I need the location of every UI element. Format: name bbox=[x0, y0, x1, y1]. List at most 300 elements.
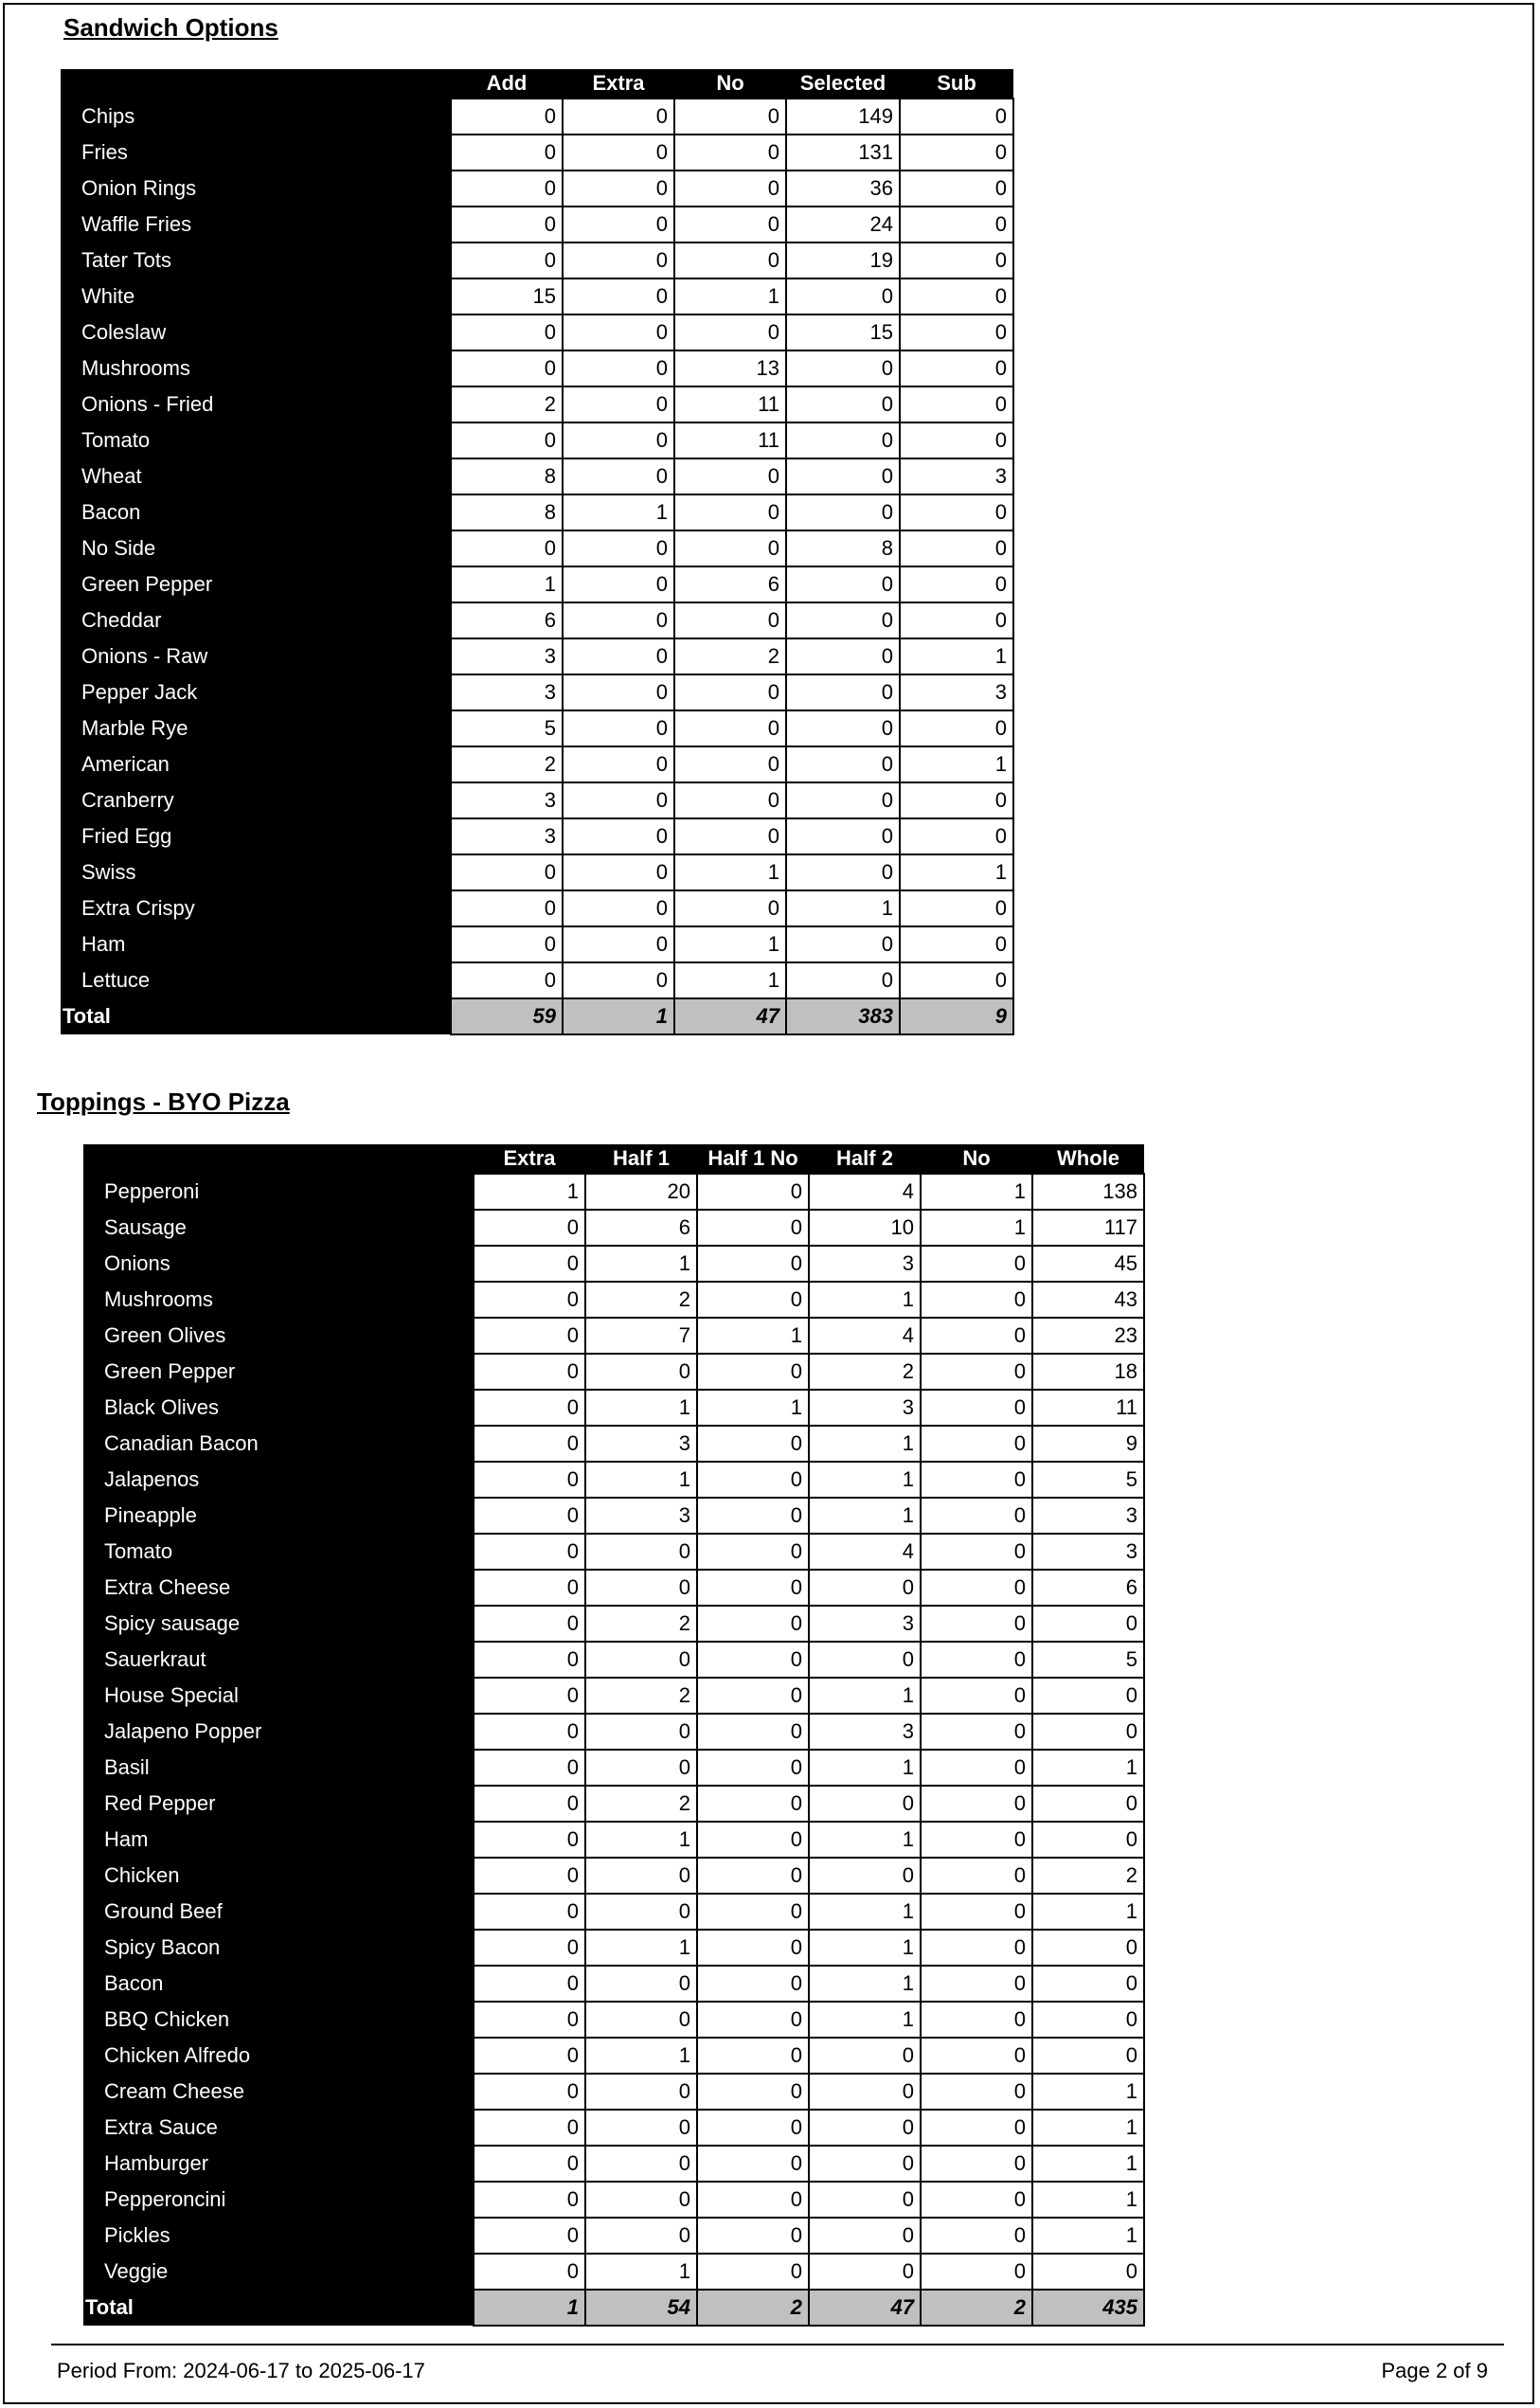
table-cell: 0 bbox=[921, 1282, 1032, 1318]
table-cell: 0 bbox=[585, 2182, 697, 2218]
table-cell: 0 bbox=[451, 854, 563, 890]
table-cell: 0 bbox=[474, 1426, 585, 1462]
row-label: Coleslaw bbox=[61, 314, 451, 350]
row-label: Bacon bbox=[61, 494, 451, 530]
table-cell: 0 bbox=[921, 1570, 1032, 1606]
table-cell: 1 bbox=[1032, 1750, 1144, 1786]
table-cell: 0 bbox=[786, 458, 900, 494]
table-cell: 0 bbox=[697, 1246, 809, 1282]
table-cell: 0 bbox=[697, 1570, 809, 1606]
table-header-row bbox=[83, 1144, 1144, 1174]
table-cell: 0 bbox=[786, 422, 900, 458]
table-cell: 0 bbox=[786, 962, 900, 998]
table-cell: 43 bbox=[1032, 1282, 1144, 1318]
table-cell: 0 bbox=[585, 2218, 697, 2254]
table-row bbox=[61, 746, 1013, 782]
table-cell: 3 bbox=[451, 782, 563, 818]
table-row bbox=[83, 1894, 1144, 1930]
table-cell: 0 bbox=[786, 710, 900, 746]
table-cell: 0 bbox=[474, 1750, 585, 1786]
table-row bbox=[61, 350, 1013, 386]
table-row bbox=[83, 2146, 1144, 2182]
table-cell: 0 bbox=[900, 422, 1013, 458]
table-cell: 0 bbox=[585, 1894, 697, 1930]
table-cell: 0 bbox=[563, 207, 674, 243]
row-label: Fries bbox=[61, 135, 451, 171]
table-cell: 0 bbox=[474, 1966, 585, 2002]
table-cell: 2 bbox=[451, 386, 563, 422]
table-cell: 0 bbox=[786, 494, 900, 530]
table-cell: 0 bbox=[900, 890, 1013, 926]
row-label: Extra Sauce bbox=[83, 2110, 474, 2146]
total-cell: 47 bbox=[809, 2290, 921, 2326]
table-cell: 0 bbox=[585, 1570, 697, 1606]
table-cell: 2 bbox=[585, 1678, 697, 1714]
table-cell: 0 bbox=[474, 1894, 585, 1930]
table-cell: 0 bbox=[921, 1318, 1032, 1354]
table-cell: 0 bbox=[786, 279, 900, 314]
table-cell: 2 bbox=[809, 1354, 921, 1390]
row-label: American bbox=[61, 746, 451, 782]
table-cell: 0 bbox=[451, 99, 563, 135]
table-cell: 0 bbox=[809, 1642, 921, 1678]
table-row bbox=[83, 1174, 1144, 1210]
row-label: Sausage bbox=[83, 1210, 474, 1246]
table-cell: 3 bbox=[809, 1246, 921, 1282]
table-row bbox=[83, 2218, 1144, 2254]
row-label: Red Pepper bbox=[83, 1786, 474, 1822]
total-row bbox=[83, 2290, 1144, 2326]
row-label: No Side bbox=[61, 530, 451, 566]
table-cell: 0 bbox=[563, 422, 674, 458]
row-label: Tomato bbox=[83, 1534, 474, 1570]
table-cell: 0 bbox=[474, 1498, 585, 1534]
table-cell: 11 bbox=[674, 422, 786, 458]
table-cell: 0 bbox=[451, 135, 563, 171]
table-cell: 0 bbox=[786, 350, 900, 386]
table-cell: 0 bbox=[786, 818, 900, 854]
table-cell: 0 bbox=[474, 1534, 585, 1570]
table-cell: 0 bbox=[786, 782, 900, 818]
table-cell: 0 bbox=[674, 530, 786, 566]
table-row bbox=[83, 1930, 1144, 1966]
table-cell: 0 bbox=[474, 1858, 585, 1894]
table-cell: 0 bbox=[921, 1858, 1032, 1894]
table-cell: 0 bbox=[585, 2146, 697, 2182]
row-label: Jalapenos bbox=[83, 1462, 474, 1498]
table-cell: 0 bbox=[563, 314, 674, 350]
table-cell: 0 bbox=[921, 2074, 1032, 2110]
table-row bbox=[61, 710, 1013, 746]
row-label: Marble Rye bbox=[61, 710, 451, 746]
table-cell: 0 bbox=[563, 710, 674, 746]
table-cell: 36 bbox=[786, 171, 900, 207]
table-cell: 0 bbox=[563, 746, 674, 782]
table-cell: 0 bbox=[921, 2254, 1032, 2290]
table-cell: 0 bbox=[921, 2146, 1032, 2182]
row-label: Spicy sausage bbox=[83, 1606, 474, 1642]
table-row bbox=[83, 1606, 1144, 1642]
table-cell: 6 bbox=[451, 602, 563, 638]
table-row bbox=[83, 1750, 1144, 1786]
table-cell: 3 bbox=[809, 1390, 921, 1426]
table-cell: 3 bbox=[900, 458, 1013, 494]
table-cell: 13 bbox=[674, 350, 786, 386]
table-cell: 0 bbox=[563, 566, 674, 602]
table-cell: 0 bbox=[1032, 1606, 1144, 1642]
table-cell: 4 bbox=[809, 1534, 921, 1570]
table-cell: 0 bbox=[900, 494, 1013, 530]
table-cell: 0 bbox=[921, 1534, 1032, 1570]
table-cell: 0 bbox=[451, 422, 563, 458]
row-label: Swiss bbox=[61, 854, 451, 890]
row-label: Ham bbox=[61, 926, 451, 962]
table-cell: 6 bbox=[674, 566, 786, 602]
row-label: Onions bbox=[83, 1246, 474, 1282]
table-cell: 3 bbox=[585, 1498, 697, 1534]
table-cell: 11 bbox=[674, 386, 786, 422]
table-row bbox=[83, 2074, 1144, 2110]
table-cell: 0 bbox=[474, 2002, 585, 2038]
table-cell: 0 bbox=[585, 1858, 697, 1894]
table-cell: 23 bbox=[1032, 1318, 1144, 1354]
table-cell: 1 bbox=[1032, 2074, 1144, 2110]
table-cell: 15 bbox=[451, 279, 563, 314]
table-cell: 1 bbox=[809, 1930, 921, 1966]
table-cell: 0 bbox=[697, 1426, 809, 1462]
column-header: No bbox=[921, 1144, 1032, 1174]
table-cell: 0 bbox=[697, 1930, 809, 1966]
row-label: Tomato bbox=[61, 422, 451, 458]
table-cell: 0 bbox=[1032, 1966, 1144, 2002]
table-cell: 0 bbox=[585, 2002, 697, 2038]
table-cell: 0 bbox=[697, 1174, 809, 1210]
table-cell: 2 bbox=[1032, 1858, 1144, 1894]
table-cell: 1 bbox=[809, 1822, 921, 1858]
table-cell: 0 bbox=[921, 1462, 1032, 1498]
table-cell: 0 bbox=[674, 674, 786, 710]
row-label: Extra Crispy bbox=[61, 890, 451, 926]
table-cell: 0 bbox=[674, 890, 786, 926]
table-body bbox=[61, 99, 1013, 1034]
table-cell: 0 bbox=[921, 1354, 1032, 1390]
table-row bbox=[61, 314, 1013, 350]
table-cell: 0 bbox=[674, 818, 786, 854]
row-label: Pineapple bbox=[83, 1498, 474, 1534]
table-cell: 0 bbox=[900, 818, 1013, 854]
table-row bbox=[61, 99, 1013, 135]
table-cell: 0 bbox=[900, 602, 1013, 638]
table-cell: 0 bbox=[900, 962, 1013, 998]
table-cell: 0 bbox=[786, 602, 900, 638]
row-label: Jalapeno Popper bbox=[83, 1714, 474, 1750]
table-cell: 0 bbox=[786, 674, 900, 710]
total-cell: 54 bbox=[585, 2290, 697, 2326]
table-row bbox=[83, 1498, 1144, 1534]
table-cell: 0 bbox=[585, 1534, 697, 1570]
table-cell: 0 bbox=[697, 1606, 809, 1642]
table-cell: 3 bbox=[809, 1714, 921, 1750]
table-cell: 0 bbox=[809, 1786, 921, 1822]
row-label: Wheat bbox=[61, 458, 451, 494]
table-cell: 3 bbox=[1032, 1498, 1144, 1534]
footer-period: Period From: 2024-06-17 to 2025-06-17 bbox=[57, 2359, 425, 2382]
table-cell: 0 bbox=[809, 2110, 921, 2146]
table-cell: 5 bbox=[1032, 1642, 1144, 1678]
table-row bbox=[83, 2038, 1144, 2074]
table-cell: 9 bbox=[1032, 1426, 1144, 1462]
table-cell: 5 bbox=[451, 710, 563, 746]
table-cell: 0 bbox=[921, 2110, 1032, 2146]
column-header: Extra bbox=[563, 69, 674, 99]
table-cell: 0 bbox=[585, 1750, 697, 1786]
table-cell: 0 bbox=[697, 1282, 809, 1318]
table-cell: 0 bbox=[1032, 2038, 1144, 2074]
table-cell: 4 bbox=[809, 1318, 921, 1354]
table-cell: 0 bbox=[900, 135, 1013, 171]
table-cell: 1 bbox=[809, 1498, 921, 1534]
table-cell: 0 bbox=[563, 530, 674, 566]
table-cell: 0 bbox=[474, 2254, 585, 2290]
table-cell: 1 bbox=[674, 962, 786, 998]
table-cell: 1 bbox=[563, 494, 674, 530]
row-label: Green Pepper bbox=[61, 566, 451, 602]
table-cell: 11 bbox=[1032, 1390, 1144, 1426]
table-row bbox=[83, 1390, 1144, 1426]
footer-divider bbox=[51, 2344, 1504, 2345]
table-cell: 18 bbox=[1032, 1354, 1144, 1390]
footer-page-number: Page 2 of 9 bbox=[1381, 2359, 1488, 2382]
table-cell: 0 bbox=[563, 782, 674, 818]
row-label: Canadian Bacon bbox=[83, 1426, 474, 1462]
table-cell: 1 bbox=[697, 1318, 809, 1354]
row-label: Basil bbox=[83, 1750, 474, 1786]
table-cell: 0 bbox=[474, 1246, 585, 1282]
table-row bbox=[83, 1858, 1144, 1894]
table-cell: 0 bbox=[674, 207, 786, 243]
total-cell: 2 bbox=[697, 2290, 809, 2326]
table-cell: 0 bbox=[674, 782, 786, 818]
table-cell: 0 bbox=[674, 746, 786, 782]
table-cell: 1 bbox=[1032, 1894, 1144, 1930]
row-label: White bbox=[61, 279, 451, 314]
table-cell: 1 bbox=[809, 1966, 921, 2002]
table-cell: 19 bbox=[786, 243, 900, 279]
table-row bbox=[61, 818, 1013, 854]
table-row bbox=[61, 854, 1013, 890]
table-cell: 2 bbox=[674, 638, 786, 674]
table-row bbox=[61, 674, 1013, 710]
table-cell: 1 bbox=[674, 926, 786, 962]
table-cell: 0 bbox=[809, 2074, 921, 2110]
table-cell: 0 bbox=[921, 1678, 1032, 1714]
table-cell: 0 bbox=[563, 386, 674, 422]
total-cell: 1 bbox=[474, 2290, 585, 2326]
table-cell: 0 bbox=[474, 1354, 585, 1390]
table-cell: 0 bbox=[474, 2074, 585, 2110]
row-label: Sauerkraut bbox=[83, 1642, 474, 1678]
table-cell: 0 bbox=[900, 99, 1013, 135]
total-cell: 2 bbox=[921, 2290, 1032, 2326]
table-cell: 0 bbox=[474, 2218, 585, 2254]
table-row bbox=[83, 2254, 1144, 2290]
table-cell: 0 bbox=[921, 1750, 1032, 1786]
table-cell: 0 bbox=[921, 1246, 1032, 1282]
table-cell: 3 bbox=[451, 638, 563, 674]
table-cell: 0 bbox=[474, 1462, 585, 1498]
table-cell: 0 bbox=[900, 926, 1013, 962]
header-blank bbox=[61, 69, 451, 99]
table-cell: 0 bbox=[563, 279, 674, 314]
table-cell: 1 bbox=[900, 746, 1013, 782]
table-cell: 0 bbox=[786, 854, 900, 890]
table-row bbox=[83, 1642, 1144, 1678]
table-cell: 0 bbox=[809, 1570, 921, 1606]
table-row bbox=[61, 458, 1013, 494]
table-cell: 0 bbox=[563, 854, 674, 890]
row-label: Waffle Fries bbox=[61, 207, 451, 243]
table-cell: 0 bbox=[674, 710, 786, 746]
row-label: Cheddar bbox=[61, 602, 451, 638]
table-cell: 0 bbox=[809, 1858, 921, 1894]
table-cell: 0 bbox=[786, 566, 900, 602]
table-cell: 0 bbox=[563, 890, 674, 926]
row-label: Black Olives bbox=[83, 1390, 474, 1426]
table-cell: 0 bbox=[697, 1786, 809, 1822]
total-row bbox=[61, 998, 1013, 1034]
table-cell: 0 bbox=[585, 1642, 697, 1678]
table-cell: 0 bbox=[809, 2254, 921, 2290]
row-label: Veggie bbox=[83, 2254, 474, 2290]
table-cell: 0 bbox=[474, 1642, 585, 1678]
table-cell: 0 bbox=[809, 2146, 921, 2182]
table-cell: 6 bbox=[1032, 1570, 1144, 1606]
table-cell: 0 bbox=[474, 1282, 585, 1318]
row-label: Chicken Alfredo bbox=[83, 2038, 474, 2074]
table-cell: 0 bbox=[563, 135, 674, 171]
column-header: Selected bbox=[786, 69, 900, 99]
table-row bbox=[83, 1426, 1144, 1462]
table-cell: 0 bbox=[474, 1822, 585, 1858]
row-label: Onions - Fried bbox=[61, 386, 451, 422]
table-cell: 0 bbox=[697, 2254, 809, 2290]
table-cell: 0 bbox=[474, 1678, 585, 1714]
table-cell: 0 bbox=[563, 350, 674, 386]
table-row bbox=[83, 1570, 1144, 1606]
row-label: Fried Egg bbox=[61, 818, 451, 854]
table-cell: 0 bbox=[474, 1318, 585, 1354]
table-cell: 0 bbox=[697, 1858, 809, 1894]
table-row bbox=[83, 1822, 1144, 1858]
table-cell: 0 bbox=[1032, 1714, 1144, 1750]
table-cell: 0 bbox=[900, 243, 1013, 279]
toppings-byo-pizza-title: Toppings - BYO Pizza bbox=[37, 1087, 290, 1116]
table-cell: 0 bbox=[474, 1606, 585, 1642]
table-cell: 0 bbox=[563, 171, 674, 207]
table-cell: 0 bbox=[474, 1930, 585, 1966]
total-cell: 435 bbox=[1032, 2290, 1144, 2326]
table-row bbox=[61, 782, 1013, 818]
table-cell: 0 bbox=[697, 1642, 809, 1678]
table-row bbox=[83, 2110, 1144, 2146]
table-cell: 0 bbox=[921, 2038, 1032, 2074]
table-cell: 0 bbox=[474, 1210, 585, 1246]
column-header: Half 1 bbox=[585, 1144, 697, 1174]
table-cell: 0 bbox=[697, 2002, 809, 2038]
table-row bbox=[61, 422, 1013, 458]
table-cell: 1 bbox=[585, 1462, 697, 1498]
table-cell: 0 bbox=[697, 2146, 809, 2182]
column-header: Add bbox=[451, 69, 563, 99]
table-cell: 0 bbox=[674, 243, 786, 279]
table-cell: 1 bbox=[809, 1462, 921, 1498]
row-label: Lettuce bbox=[61, 962, 451, 998]
table-cell: 0 bbox=[697, 1750, 809, 1786]
table-cell: 0 bbox=[1032, 2002, 1144, 2038]
header-blank bbox=[83, 1144, 474, 1174]
table-cell: 0 bbox=[674, 494, 786, 530]
row-label: Chicken bbox=[83, 1858, 474, 1894]
table-cell: 131 bbox=[786, 135, 900, 171]
table-cell: 149 bbox=[786, 99, 900, 135]
table-cell: 1 bbox=[809, 1426, 921, 1462]
table-cell: 0 bbox=[900, 386, 1013, 422]
table-cell: 8 bbox=[786, 530, 900, 566]
table-cell: 0 bbox=[474, 2038, 585, 2074]
row-label: Pepper Jack bbox=[61, 674, 451, 710]
table-cell: 0 bbox=[451, 314, 563, 350]
row-label: Mushrooms bbox=[83, 1282, 474, 1318]
table-cell: 0 bbox=[697, 2182, 809, 2218]
table-cell: 0 bbox=[474, 1786, 585, 1822]
table-cell: 0 bbox=[786, 746, 900, 782]
table-cell: 3 bbox=[451, 674, 563, 710]
table-cell: 0 bbox=[674, 458, 786, 494]
column-header: Half 1 No bbox=[697, 1144, 809, 1174]
table-row bbox=[61, 171, 1013, 207]
table-cell: 0 bbox=[1032, 1822, 1144, 1858]
row-label: Hamburger bbox=[83, 2146, 474, 2182]
table-cell: 0 bbox=[900, 710, 1013, 746]
table-cell: 1 bbox=[1032, 2182, 1144, 2218]
row-label: Bacon bbox=[83, 1966, 474, 2002]
table-cell: 0 bbox=[786, 386, 900, 422]
table-cell: 1 bbox=[585, 2254, 697, 2290]
table-cell: 0 bbox=[474, 1570, 585, 1606]
table-cell: 0 bbox=[900, 171, 1013, 207]
table-cell: 0 bbox=[697, 1714, 809, 1750]
table-cell: 1 bbox=[1032, 2110, 1144, 2146]
table-row bbox=[83, 1534, 1144, 1570]
table-cell: 3 bbox=[451, 818, 563, 854]
table-cell: 1 bbox=[809, 1894, 921, 1930]
table-row bbox=[83, 1714, 1144, 1750]
table-cell: 6 bbox=[585, 1210, 697, 1246]
table-cell: 1 bbox=[585, 1930, 697, 1966]
table-cell: 0 bbox=[921, 1426, 1032, 1462]
table-cell: 2 bbox=[585, 1786, 697, 1822]
table-row bbox=[83, 1462, 1144, 1498]
total-cell: 9 bbox=[900, 998, 1013, 1034]
total-label: Total bbox=[83, 2290, 474, 2326]
table-cell: 0 bbox=[451, 171, 563, 207]
row-label: Pickles bbox=[83, 2218, 474, 2254]
table-cell: 0 bbox=[921, 1930, 1032, 1966]
table-cell: 0 bbox=[921, 2002, 1032, 2038]
table-cell: 0 bbox=[474, 2146, 585, 2182]
table-cell: 117 bbox=[1032, 1210, 1144, 1246]
table-row bbox=[83, 1966, 1144, 2002]
